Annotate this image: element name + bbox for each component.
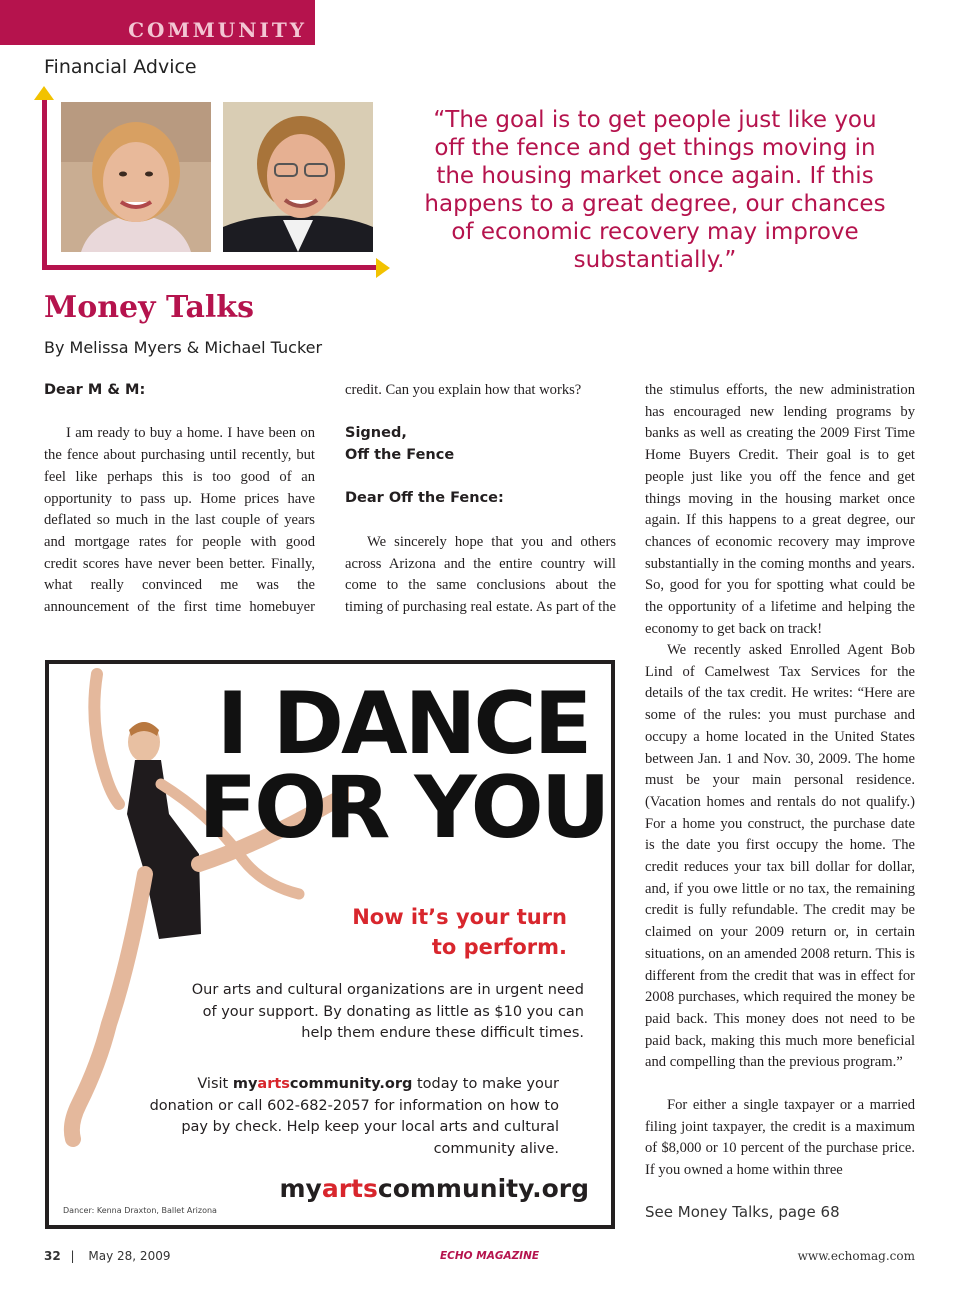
frame-vertical-rule — [42, 98, 47, 270]
issue-date: May 28, 2009 — [88, 1249, 171, 1263]
letter-body-continued: credit. Can you explain how that works? — [345, 382, 582, 398]
pull-quote: “The goal is to get people just like you off the fence and get things moving in the housing market once again. If this happens to a great degree, our chances of economic recovery may improve substantially.” — [424, 107, 886, 273]
ad-inline-url-my: my — [232, 1076, 258, 1092]
section-label: COMMUNITY — [128, 18, 307, 42]
magazine-website[interactable]: www.echomag.com — [797, 1249, 915, 1263]
ad-inline-url[interactable] — [233, 1076, 413, 1092]
ad-url-my: my — [279, 1174, 322, 1203]
reply-paragraph-1-continued: the stimulus efforts, the new administration has encouraged new lending programs by banks as well as creating the 2009 First Time Home Buyers Credit. Their goal is to get people just like you off the fence and get things moving in the housing market once again. If this happens to a great degree, our chances of economic recovery may improve substantially in the coming months and years. So, good for you for spotting what could be the opportunity of a lifetime and helping the economy to get back on track! — [645, 382, 915, 637]
ad-headline — [193, 674, 613, 858]
reply-paragraph-2 — [645, 640, 915, 1095]
ad-tagline-line-2: to perform. — [431, 935, 567, 959]
reply-paragraph-1 — [345, 532, 616, 619]
arrow-up-icon — [34, 86, 54, 100]
arts-advertisement — [45, 660, 615, 1229]
ad-headline-line-2: FOR YOU — [198, 758, 608, 858]
ad-call-to-action — [129, 1074, 559, 1161]
ad-visit-post: today to make your donation or call 602-682-2057 for information on how to pay by check. Help keep your local arts and cultural community alive. — [149, 1076, 559, 1158]
section-banner — [0, 0, 315, 45]
article-title: Money Talks — [44, 290, 254, 325]
reply-paragraph-3 — [645, 1095, 915, 1182]
letter-salutation: Dear M & M: — [44, 382, 146, 398]
ad-inline-url-community: community.org — [289, 1076, 413, 1092]
letter-signed: Signed, — [345, 425, 407, 442]
folio-separator: | — [70, 1249, 75, 1263]
ad-inline-url-arts: arts — [257, 1076, 290, 1092]
reply-paragraph-3-text: For either a single taxpayer or a married filing joint taxpayer, the credit is a maximum of $8,000 or 10 percent of the purchase price. If you owned a home within three — [645, 1097, 915, 1179]
ad-body-text: Our arts and cultural organizations are in urgent need of your support. By donating as little as $10 you can help them endure these difficult times. — [191, 982, 584, 1042]
ad-url-community: community.org — [377, 1174, 589, 1203]
reply-paragraph-1-text: We sincerely hope that you and others across Arizona and the entire country will come to the same conclusions about the timing of purchasing real estate. As part of the — [345, 533, 616, 615]
ad-website-link[interactable] — [249, 1174, 589, 1203]
footer-folio — [44, 1249, 170, 1263]
article-column-3 — [645, 380, 915, 1182]
letter-body — [44, 423, 315, 618]
ad-visit-pre: Visit — [197, 1076, 233, 1092]
reply-paragraph-2-text: We recently asked Enrolled Agent Bob Lind of Camelwest Tax Services for the details of the tax credit. He writes: “Here are some of the rules: you must purchase and occupy a home located in the United States between Jan. 1 and Nov. 30, 2009. The home must be your main personal residence. (Vacation homes and rentals do not qualify.) For a home you construct, the purchase date is the date you first occupy the home. The credit reduces your tax bill dollar for dollar, and, if you owe little or no tax, the remaining credit is fully refundable. The credit may be claimed on your 2009 return or, in certain situations, on an amended 2008 return. This is different from the credit that was in effect for 2008 purchases, which required the money be paid back. This money does not need to be paid back, making this much more beneficial and compelling than the previous program.” — [645, 642, 915, 1071]
photo-credit: Dancer: Kenna Draxton, Ballet Arizona — [63, 1206, 217, 1215]
author-photo-michael — [223, 102, 373, 252]
article-byline: By Melissa Myers & Michael Tucker — [44, 338, 323, 357]
letter-body-text: I am ready to buy a home. I have been on the fence about purchasing until recently, but feel like perhaps this is too good of an opportunity to pass up. Home prices have deflated so much in the last couple of years and mortgage rates for people with good credit scores have never been better. Finally, what really convinced me was the announcement of the first time homebuyer — [44, 425, 315, 616]
arrow-right-icon — [376, 258, 390, 278]
ad-headline-line-1: I DANCE — [216, 674, 590, 774]
reply-salutation: Dear Off the Fence: — [345, 490, 504, 507]
page-number: 32 — [44, 1249, 61, 1263]
magazine-name: ECHO MAGAZINE — [440, 1250, 540, 1262]
letter-signer: Off the Fence — [345, 447, 455, 464]
ad-url-arts: arts — [321, 1174, 378, 1203]
section-subhead: Financial Advice — [44, 56, 197, 78]
article-column-2 — [345, 380, 616, 619]
ad-tagline — [317, 902, 567, 962]
article-column-1 — [44, 380, 315, 618]
ad-tagline-line-1: Now it’s your turn — [352, 905, 567, 929]
continued-link[interactable]: See Money Talks, page 68 — [645, 1203, 840, 1221]
author-photo-melissa — [61, 102, 211, 252]
frame-horizontal-rule — [42, 265, 378, 270]
